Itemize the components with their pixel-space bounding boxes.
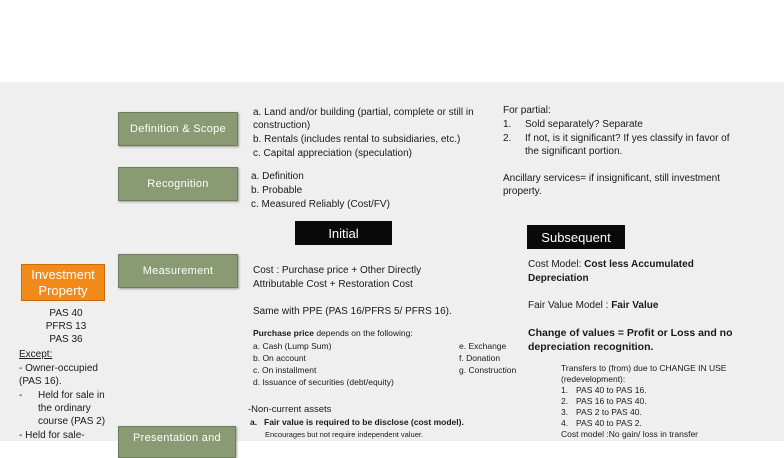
cost-model-note: Cost model :No gain/ loss in transfer	[561, 429, 699, 439]
initial-cost	[253, 264, 421, 291]
definition-item: construction)	[253, 120, 311, 131]
noncurrent-assets: -Non-current assets	[248, 404, 332, 415]
purchase-item: b. On account	[253, 353, 306, 363]
change-of-values: Change of values = Profit or Loss and no depreciation recognition.	[528, 327, 733, 353]
definition-item: b. Rentals (includes rental to subsidiaries, etc.)	[253, 134, 461, 145]
subsequent-header: Subsequent	[527, 225, 625, 249]
purchase-item: f. Donation	[459, 353, 501, 363]
cost-model	[528, 258, 743, 286]
exceptions-list	[19, 362, 114, 442]
encourage-note: Encourages but not require independent valuer.	[265, 430, 424, 439]
fair-value-disclosure	[250, 417, 464, 428]
transfer-item	[561, 396, 766, 407]
recognition-item: b. Probable	[251, 185, 303, 196]
recognition-item: a. Definition	[251, 171, 304, 182]
transfer-text: PAS 16 to PAS 40.	[576, 396, 647, 406]
presentation-label: Presentation and	[118, 426, 236, 458]
purchase-left-list	[253, 341, 394, 388]
initial-header: Initial	[295, 221, 392, 245]
initial-cost-line1: Cost : Purchase price + Other Directly	[253, 265, 422, 276]
recognition-label: Recognition	[118, 167, 238, 201]
partial-num: 2.	[503, 133, 512, 144]
partial-num: 1.	[503, 119, 512, 130]
transfer-num: 1.	[561, 385, 569, 395]
purchase-price-bold: Purchase price	[253, 328, 314, 338]
definition-item: a. Land and/or building (partial, complete or still in	[253, 107, 474, 118]
standards-list	[21, 307, 111, 346]
purchase-price-rest: depends on the following:	[313, 328, 413, 338]
exception-item	[19, 429, 114, 442]
exception-bullet: -	[19, 390, 23, 401]
transfer-item	[561, 418, 766, 429]
topic-label-line1: Investment	[31, 266, 95, 282]
purchase-item: a. Cash (Lump Sum)	[253, 341, 332, 351]
transfer-text: PAS 40 to PAS 16.	[576, 385, 647, 395]
exception-item	[19, 362, 114, 388]
purchase-right-list	[459, 341, 516, 376]
partial-item	[503, 118, 753, 131]
recognition-item: c. Measured Reliably (Cost/FV)	[251, 199, 390, 210]
transfer-num: 3.	[561, 407, 569, 417]
purchase-item: g. Construction	[459, 365, 517, 375]
definition-scope-label: Definition & Scope	[118, 112, 238, 146]
definition-item: c. Capital appreciation (speculation)	[253, 148, 412, 159]
except-label: Except:	[19, 349, 53, 360]
purchase-price-line	[253, 328, 413, 339]
exception-bullet: -	[19, 430, 23, 441]
standard-item: PFRS 13	[45, 321, 87, 332]
cost-model-value: Cost less Accumulated Depreciation	[528, 259, 694, 284]
fair-value-num: a.	[250, 417, 258, 427]
same-with-ppe: Same with PPE (PAS 16/PFRS 5/ PFRS 16).	[253, 306, 452, 317]
fair-value-model	[528, 299, 658, 312]
purchase-item: c. On installment	[253, 365, 317, 375]
transfer-num: 4.	[561, 418, 569, 428]
topic-label-line2: Property	[38, 282, 88, 298]
ancillary-note: Ancillary services= if insignificant, still investment property.	[503, 173, 721, 197]
exception-bullet: -	[19, 363, 23, 374]
partial-heading: For partial:	[503, 105, 551, 116]
measurement-label: Measurement	[118, 254, 238, 288]
transfers-block	[561, 363, 766, 440]
partial-text: Sold separately? Separate	[525, 119, 643, 130]
topic-box	[21, 264, 105, 301]
exception-text: Held for sale-	[25, 430, 85, 441]
standard-item: PAS 40	[49, 308, 83, 319]
transfer-text: PAS 2 to PAS 40.	[576, 407, 642, 417]
fv-model-value: Fair Value	[611, 300, 659, 311]
transfer-text: PAS 40 to PAS 2.	[576, 418, 642, 428]
exception-text: Owner-occupied (PAS 16).	[19, 363, 98, 387]
transfers-heading: Transfers to (from) due to CHANGE IN USE (redevelopment):	[561, 363, 727, 384]
recognition-items	[251, 170, 390, 211]
fv-model-label: Fair Value Model :	[528, 300, 612, 311]
transfer-item	[561, 407, 766, 418]
purchase-item: e. Exchange	[459, 341, 507, 351]
cost-model-label: Cost Model:	[528, 259, 585, 270]
fair-value-bold: Fair value is required to be disclose (cost model).	[264, 417, 464, 427]
partial-block	[503, 104, 753, 198]
transfer-num: 2.	[561, 396, 569, 406]
exception-text: Held for sale in the ordinary course (PAS 2)	[38, 390, 106, 427]
initial-cost-line2: Attributable Cost + Restoration Cost	[253, 279, 413, 290]
partial-item	[503, 132, 753, 158]
standard-item: PAS 36	[49, 334, 83, 345]
exception-item	[19, 389, 114, 428]
transfer-item	[561, 385, 766, 396]
purchase-item: d. Issuance of securities (debt/equity)	[253, 377, 394, 387]
partial-text: If not, is it significant? If yes classify in favor of the significant portion.	[525, 133, 730, 157]
definition-items	[253, 106, 474, 160]
